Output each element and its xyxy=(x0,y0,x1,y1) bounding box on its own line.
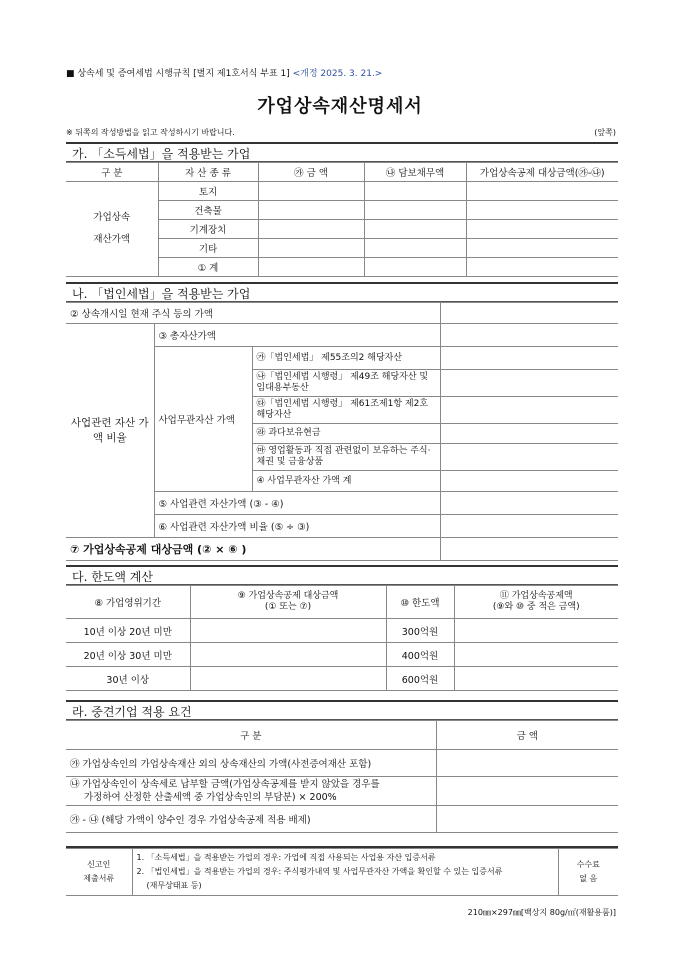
row-business-assets: ⑤ 사업관련 자산가액 (③ - ④) xyxy=(154,492,440,515)
amount-cell[interactable] xyxy=(258,201,364,220)
amount-cell[interactable] xyxy=(258,220,364,239)
submission-label: 신고인 제출서류 xyxy=(66,849,132,896)
row-total-assets: ③ 총자산가액 xyxy=(154,324,440,347)
row-deduction-amount: ⑦ 가업상속공제 대상금액 (② × ⑥ ) xyxy=(66,538,440,561)
non-business-item: ㉱ 과다보유현금 xyxy=(252,424,440,444)
revision-date: <개정 2025. 3. 21.> xyxy=(292,69,383,79)
section-a xyxy=(66,142,618,277)
col-header: ⑩ 한도액 xyxy=(386,586,454,619)
value-cell[interactable] xyxy=(440,492,618,515)
asset-type: 건축물 xyxy=(158,201,258,220)
deduction-cell[interactable] xyxy=(466,239,618,258)
requirement-row: ㉮ 가업상속인의 가업상속재산 외의 상속재산의 가액(사전증여재산 포함) xyxy=(66,750,436,777)
value-cell[interactable] xyxy=(440,424,618,444)
value-cell[interactable] xyxy=(440,370,618,397)
amount-cell[interactable] xyxy=(258,258,364,277)
deduction-cell[interactable] xyxy=(454,619,618,643)
deduction-cell[interactable] xyxy=(454,643,618,667)
col-header: 가업상속공제 대상금액(㉮-㉯) xyxy=(466,163,618,182)
limit-cell: 600억원 xyxy=(386,667,454,691)
section-b xyxy=(66,282,618,561)
debt-cell[interactable] xyxy=(364,258,466,277)
page-side: (앞쪽) xyxy=(594,128,616,137)
section-a-table xyxy=(66,162,618,277)
non-business-label: 사업무관자산 가액 xyxy=(154,347,252,492)
value-cell[interactable] xyxy=(440,515,618,538)
debt-cell[interactable] xyxy=(364,201,466,220)
deduction-cell[interactable] xyxy=(466,258,618,277)
form-reference: ■ 상속세 및 증여세법 시행규칙 [별지 제1호서식 부표 1] <개정 2025. 3. 21.> xyxy=(66,69,383,79)
row-stock-value: ② 상속개시일 현재 주식 등의 가액 xyxy=(66,303,440,324)
row-group-label: 가업상속 재산가액 xyxy=(66,182,158,277)
section-b-title: 나. 「법인세법」을 적용받는 가업 xyxy=(66,282,618,302)
requirement-row: ㉯ 가업상속인이 상속세로 납부할 금액(가업상속공제를 받지 않았을 경우를 가정하여 산정한 산출세액 중 가업상속인의 부담분) × 200% xyxy=(66,777,436,806)
col-header: ⑪ 가업상속공제액 (⑨와 ⑩ 중 적은 금액) xyxy=(454,586,618,619)
period-cell: 10년 이상 20년 미만 xyxy=(66,619,190,643)
col-header: 구 분 xyxy=(66,721,436,750)
section-c-title: 다. 한도액 계산 xyxy=(66,565,618,585)
debt-cell[interactable] xyxy=(364,182,466,201)
amount-cell[interactable] xyxy=(436,806,618,833)
submission-items: 1. 「소득세법」을 적용받는 가업의 경우: 가업에 직접 사용되는 사업용 자산 입증서류 2. 「법인세법」을 적용받는 가업의 경우: 주식평가내역 및 사업무관자산 가액을 확인할 수 있는 입증서류 (재무상태표 등) xyxy=(132,849,558,896)
section-a-title: 가. 「소득세법」을 적용받는 가업 xyxy=(66,142,618,162)
ratio-group-label: 사업관련 자산 가액 비율 xyxy=(66,324,154,538)
paper-spec: 210㎜×297㎜[백상지 80g/㎡(재활용품)] xyxy=(467,908,616,917)
col-header: ⑧ 가업영위기간 xyxy=(66,586,190,619)
value-cell[interactable] xyxy=(440,397,618,424)
value-cell[interactable] xyxy=(440,471,618,492)
col-header: ⑨ 가업상속공제 대상금액 (① 또는 ⑦) xyxy=(190,586,386,619)
debt-cell[interactable] xyxy=(364,220,466,239)
col-header: ㉯ 담보채무액 xyxy=(364,163,466,182)
deduction-cell[interactable] xyxy=(466,220,618,239)
section-c-table xyxy=(66,585,618,691)
non-business-total: ④ 사업무관자산 가액 계 xyxy=(252,471,440,492)
period-cell: 30년 이상 xyxy=(66,667,190,691)
instruction-note: ※ 뒤쪽의 작성방법을 읽고 작성하시기 바랍니다. xyxy=(66,128,235,137)
submission-table xyxy=(66,848,618,896)
period-cell: 20년 이상 30년 미만 xyxy=(66,643,190,667)
non-business-item: ㉮「법인세법」 제55조의2 해당자산 xyxy=(252,347,440,370)
limit-cell: 300억원 xyxy=(386,619,454,643)
asset-type: 기계장치 xyxy=(158,220,258,239)
amount-cell[interactable] xyxy=(258,182,364,201)
deduction-cell[interactable] xyxy=(466,201,618,220)
asset-type: 기타 xyxy=(158,239,258,258)
deduction-target-cell[interactable] xyxy=(190,667,386,691)
amount-cell[interactable] xyxy=(258,239,364,258)
section-d xyxy=(66,700,618,833)
section-d-title: 라. 중견기업 적용 요건 xyxy=(66,700,618,720)
limit-cell: 400억원 xyxy=(386,643,454,667)
amount-cell[interactable] xyxy=(436,777,618,806)
requirement-row: ㉮ - ㉯ (해당 가액이 양수인 경우 가업상속공제 적용 배제) xyxy=(66,806,436,833)
document-title: 가업상속재산명세서 xyxy=(257,96,423,117)
section-c xyxy=(66,565,618,691)
col-header: 구 분 xyxy=(66,163,158,182)
asset-type: 토지 xyxy=(158,182,258,201)
deduction-target-cell[interactable] xyxy=(190,619,386,643)
value-cell[interactable] xyxy=(440,303,618,324)
debt-cell[interactable] xyxy=(364,239,466,258)
non-business-item: ㉯「법인세법 시행령」 제49조 해당자산 및 임대용부동산 xyxy=(252,370,440,397)
col-header: 자 산 종 류 xyxy=(158,163,258,182)
col-header: 금 액 xyxy=(436,721,618,750)
col-header: ㉮ 금 액 xyxy=(258,163,364,182)
amount-cell[interactable] xyxy=(436,750,618,777)
non-business-item: ㉲ 영업활동과 직접 관련없이 보유하는 주식·채권 및 금융상품 xyxy=(252,444,440,471)
fee-cell: 수수료 없 음 xyxy=(558,849,618,896)
deduction-target-cell[interactable] xyxy=(190,643,386,667)
value-cell[interactable] xyxy=(440,444,618,471)
row-business-ratio: ⑥ 사업관련 자산가액 비율 (⑤ ÷ ③) xyxy=(154,515,440,538)
value-cell[interactable] xyxy=(440,347,618,370)
section-d-table xyxy=(66,720,618,833)
non-business-item: ㉰「법인세법 시행령」 제61조제1항 제2호 해당자산 xyxy=(252,397,440,424)
submission-box xyxy=(66,846,618,896)
deduction-cell[interactable] xyxy=(454,667,618,691)
section-b-table xyxy=(66,302,618,561)
value-cell[interactable] xyxy=(440,324,618,347)
deduction-cell[interactable] xyxy=(466,182,618,201)
asset-type-total: ① 계 xyxy=(158,258,258,277)
value-cell[interactable] xyxy=(440,538,618,561)
